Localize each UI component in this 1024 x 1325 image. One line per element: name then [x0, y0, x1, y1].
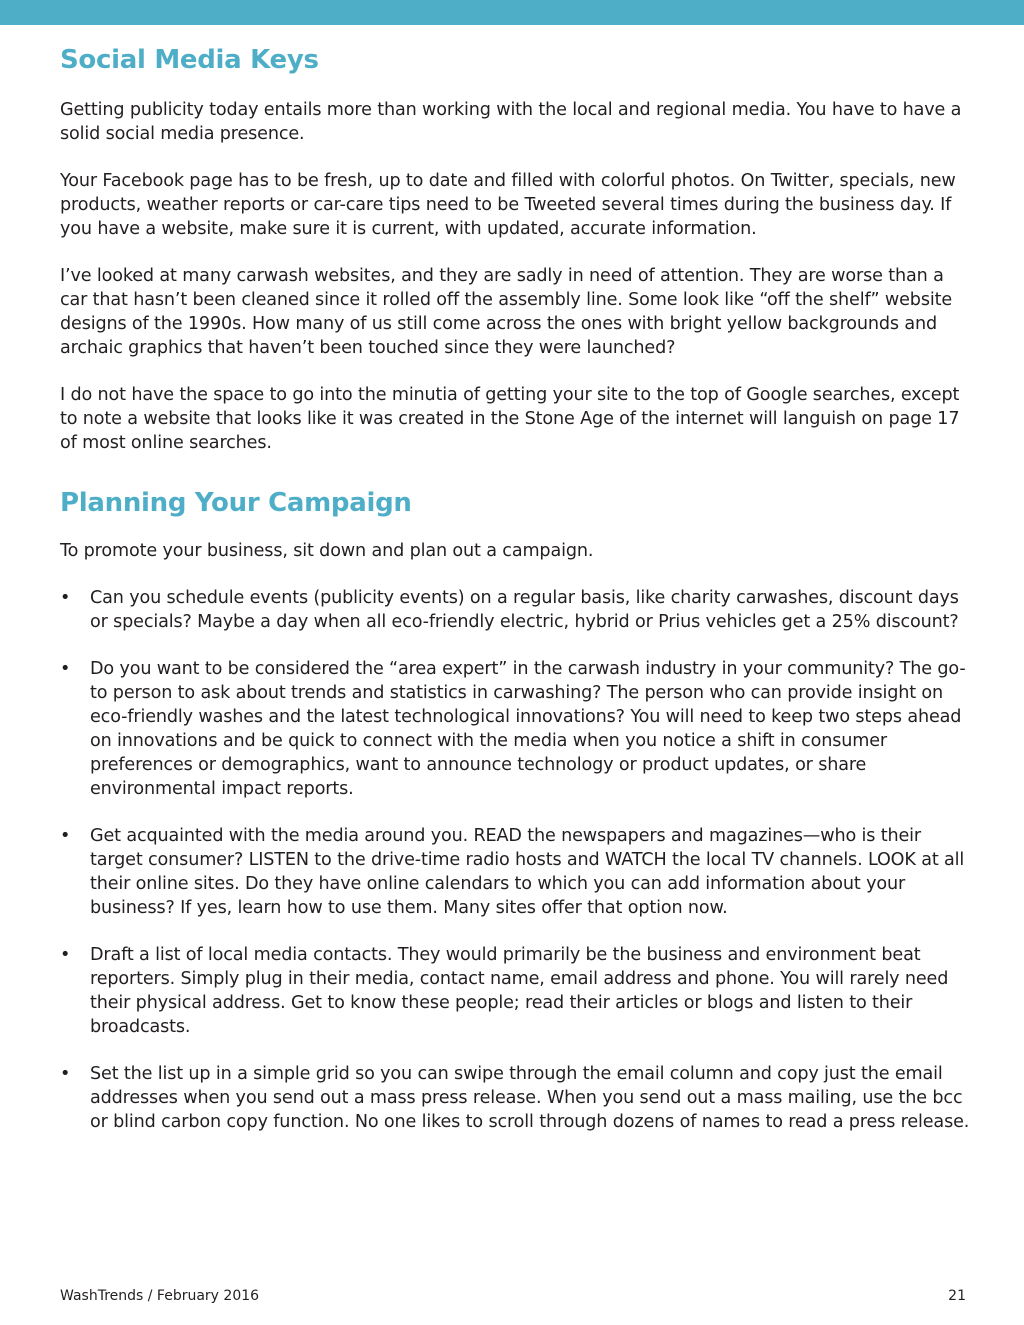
- section-heading-planning-campaign: Planning Your Campaign: [60, 488, 412, 518]
- paragraph: I do not have the space to go into the minutia of getting your site to the top of Google searches, except to note a website that looks like it was created in the Stone Age of the internet will languish on page 17 of most online searches.: [60, 385, 960, 453]
- footer-page-number: 21: [948, 1288, 966, 1304]
- bullet-marker: •: [60, 826, 71, 846]
- article-body: [60, 42, 970, 1157]
- bullet-list: [60, 586, 970, 1134]
- list-item: [60, 586, 970, 634]
- list-item-text: Can you schedule events (publicity events) on a regular basis, like charity carwashes, discount days or specials? Maybe a day when all eco-friendly electric, hybrid or Prius vehicles get a 25% discount?: [90, 588, 959, 632]
- list-item: [60, 824, 970, 920]
- list-item-text: Draft a list of local media contacts. They would primarily be the business and environment beat reporters. Simply plug in their media, contact name, email address and phone. You will rarely need their physical address. Get to know these people; read their articles or blogs and listen to their broadcasts.: [90, 945, 949, 1037]
- footer-publication: WashTrends / February 2016: [60, 1288, 260, 1304]
- paragraph: I’ve looked at many carwash websites, and they are sadly in need of attention. They are worse than a car that hasn’t been cleaned since it rolled off the assembly line. Some look like “off the shelf” website designs of the 1990s. How many of us still come across the ones with bright yellow backgrounds and archaic graphics that haven’t been touched since they were launched?: [60, 266, 952, 358]
- list-item: [60, 943, 970, 1039]
- bullet-marker: •: [60, 659, 71, 679]
- top-accent-bar: [0, 0, 1024, 25]
- paragraph: Your Facebook page has to be fresh, up to date and filled with colorful photos. On Twitter, specials, new products, weather reports or car-care tips need to be Tweeted several times during the business day. If you have a website, make sure it is current, with updated, accurate information.: [60, 171, 956, 239]
- bullet-marker: •: [60, 1064, 71, 1084]
- list-item: [60, 1062, 970, 1134]
- list-item-text: Set the list up in a simple grid so you can swipe through the email column and copy just the email addresses when you send out a mass press release. When you send out a mass mailing, use the bcc or blind carbon copy function. No one likes to scroll through dozens of names to read a press release.: [90, 1064, 970, 1132]
- bullet-marker: •: [60, 945, 71, 965]
- list-item-text: Do you want to be considered the “area expert” in the carwash industry in your community? The go-to person to ask about trends and statistics in carwashing? The person who can provide insight on eco-friendly washes and the latest technological innovations? You will need to keep two steps ahead on innovations and be quick to connect with the media when you notice a shift in consumer preferences or demographics, want to announce technology or product updates, or share environmental impact reports.: [90, 659, 966, 799]
- paragraph: Getting publicity today entails more than working with the local and regional media. You have to have a solid social media presence.: [60, 100, 962, 144]
- bullet-marker: •: [60, 588, 71, 608]
- section-heading-social-media: Social Media Keys: [60, 45, 319, 75]
- paragraph: To promote your business, sit down and plan out a campaign.: [60, 541, 594, 561]
- list-item-text: Get acquainted with the media around you. READ the newspapers and magazines—who is their target consumer? LISTEN to the drive-time radio hosts and WATCH the local TV channels. LOOK at all their online sites. Do they have online calendars to which you can add information about your business? If yes, learn how to use them. Many sites offer that option now.: [90, 826, 965, 918]
- list-item: [60, 657, 970, 801]
